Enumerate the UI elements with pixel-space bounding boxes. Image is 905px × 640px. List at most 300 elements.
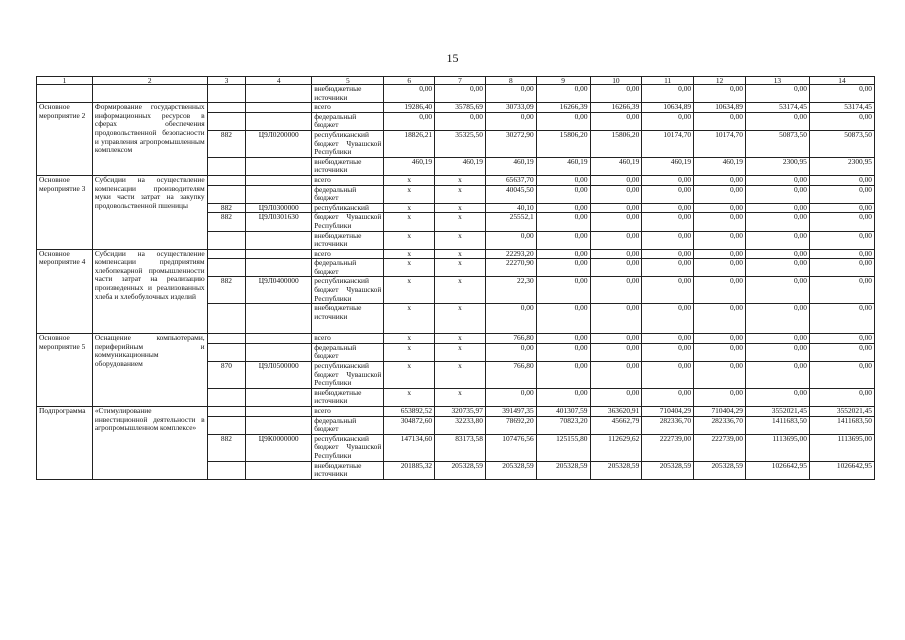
budget-classification-code: [246, 259, 312, 277]
amount-cell: х: [435, 249, 486, 259]
amount-cell: 0,00: [590, 249, 642, 259]
amount-cell: 0,00: [590, 112, 642, 130]
amount-cell: 0,00: [485, 112, 536, 130]
funding-source: всего: [312, 407, 384, 417]
amount-cell: 2300,95: [809, 157, 874, 175]
budget-classification-code: Ц9К0000000: [246, 434, 312, 461]
funding-source: республиканский бюджет Чувашской Республики: [312, 130, 384, 157]
grbs-code: 882: [207, 213, 246, 231]
amount-cell: 15806,20: [536, 130, 590, 157]
amount-cell: 0,00: [809, 213, 874, 231]
amount-cell: 0,00: [745, 231, 809, 249]
measure-description: Формирование государственных информационных ресурсов в сферах обеспечения продовольственной безопасности и управления агропромышленным комплексом: [92, 103, 207, 176]
amount-cell: х: [384, 249, 435, 259]
amount-cell: х: [384, 203, 435, 213]
amount-cell: 205328,59: [590, 461, 642, 479]
table-row: [37, 407, 875, 417]
amount-cell: 0,00: [694, 334, 746, 344]
measure-description: [92, 85, 207, 103]
grbs-code: [207, 231, 246, 249]
amount-cell: х: [384, 362, 435, 389]
funding-source: федеральный бюджет: [312, 259, 384, 277]
column-header: 5: [312, 77, 384, 85]
measure-title: Основное мероприятие 3: [37, 175, 93, 249]
amount-cell: 0,00: [809, 362, 874, 389]
grbs-code: [207, 185, 246, 203]
amount-cell: 107476,56: [485, 434, 536, 461]
amount-cell: 0,00: [536, 203, 590, 213]
amount-cell: 0,00: [745, 249, 809, 259]
budget-classification-code: [246, 112, 312, 130]
amount-cell: 205328,59: [485, 461, 536, 479]
budget-table: [36, 76, 875, 480]
amount-cell: х: [435, 259, 486, 277]
funding-source: внебюджетные источники: [312, 85, 384, 103]
amount-cell: 0,00: [485, 304, 536, 334]
amount-cell: 0,00: [694, 85, 746, 103]
funding-source: всего: [312, 249, 384, 259]
amount-cell: 222739,00: [694, 434, 746, 461]
amount-cell: 22293,20: [485, 249, 536, 259]
amount-cell: 460,19: [590, 157, 642, 175]
amount-cell: 0,00: [809, 388, 874, 406]
amount-cell: 0,00: [809, 175, 874, 185]
amount-cell: 0,00: [590, 203, 642, 213]
amount-cell: 0,00: [745, 175, 809, 185]
table-row: [37, 249, 875, 259]
amount-cell: 1113695,00: [745, 434, 809, 461]
amount-cell: 0,00: [642, 343, 694, 361]
budget-classification-code: [246, 343, 312, 361]
amount-cell: 0,00: [809, 185, 874, 203]
amount-cell: 30733,09: [485, 103, 536, 113]
amount-cell: 0,00: [809, 259, 874, 277]
amount-cell: 70823,20: [536, 416, 590, 434]
grbs-code: [207, 334, 246, 344]
amount-cell: х: [435, 203, 486, 213]
funding-source: внебюджетные источники: [312, 304, 384, 334]
amount-cell: 0,00: [809, 231, 874, 249]
amount-cell: 710404,29: [642, 407, 694, 417]
measure-description: Субсидии на осуществление компенсации производителям муки части затрат на закупку продовольственной пшеницы: [92, 175, 207, 249]
funding-source: внебюджетные источники: [312, 231, 384, 249]
grbs-code: [207, 304, 246, 334]
amount-cell: 0,00: [642, 231, 694, 249]
budget-classification-code: [246, 304, 312, 334]
grbs-code: [207, 416, 246, 434]
amount-cell: 0,00: [809, 249, 874, 259]
amount-cell: 22270,90: [485, 259, 536, 277]
budget-classification-code: [246, 103, 312, 113]
amount-cell: 0,00: [809, 85, 874, 103]
amount-cell: х: [384, 388, 435, 406]
amount-cell: 25552,1: [485, 213, 536, 231]
measure-title: Основное мероприятие 5: [37, 334, 93, 407]
grbs-code: [207, 175, 246, 185]
amount-cell: 0,00: [536, 175, 590, 185]
amount-cell: 0,00: [536, 388, 590, 406]
budget-classification-code: [246, 461, 312, 479]
amount-cell: 460,19: [435, 157, 486, 175]
grbs-code: [207, 461, 246, 479]
amount-cell: 766,80: [485, 334, 536, 344]
amount-cell: 460,19: [485, 157, 536, 175]
budget-classification-code: [246, 334, 312, 344]
grbs-code: [207, 388, 246, 406]
amount-cell: 0,00: [536, 231, 590, 249]
amount-cell: 0,00: [384, 85, 435, 103]
amount-cell: 0,00: [745, 388, 809, 406]
amount-cell: х: [435, 362, 486, 389]
budget-classification-code: [246, 85, 312, 103]
amount-cell: 2300,95: [745, 157, 809, 175]
amount-cell: 0,00: [694, 277, 746, 304]
budget-classification-code: [246, 231, 312, 249]
amount-cell: 0,00: [642, 277, 694, 304]
amount-cell: 0,00: [694, 185, 746, 203]
amount-cell: 40,10: [485, 203, 536, 213]
amount-cell: 320735,97: [435, 407, 486, 417]
amount-cell: 460,19: [536, 157, 590, 175]
amount-cell: 460,19: [384, 157, 435, 175]
funding-source: республиканский бюджет Чувашской Республики: [312, 277, 384, 304]
amount-cell: 0,00: [642, 259, 694, 277]
header-row: [37, 77, 875, 85]
amount-cell: х: [384, 231, 435, 249]
amount-cell: 16266,39: [536, 103, 590, 113]
amount-cell: х: [435, 343, 486, 361]
amount-cell: 0,00: [809, 304, 874, 334]
amount-cell: 16266,39: [590, 103, 642, 113]
funding-source: всего: [312, 334, 384, 344]
amount-cell: 125155,80: [536, 434, 590, 461]
amount-cell: 460,19: [694, 157, 746, 175]
measure-title: [37, 85, 93, 103]
amount-cell: 0,00: [590, 175, 642, 185]
table-body: [37, 85, 875, 480]
amount-cell: 205328,59: [642, 461, 694, 479]
amount-cell: 0,00: [590, 343, 642, 361]
amount-cell: 3552021,45: [745, 407, 809, 417]
table-row: [37, 85, 875, 103]
amount-cell: 0,00: [642, 304, 694, 334]
amount-cell: 50873,50: [809, 130, 874, 157]
grbs-code: 882: [207, 130, 246, 157]
amount-cell: 0,00: [694, 343, 746, 361]
amount-cell: 1026642,95: [745, 461, 809, 479]
budget-classification-code: Ц9Л0301630: [246, 213, 312, 231]
measure-title: Подпрограмма: [37, 407, 93, 480]
amount-cell: 0,00: [694, 213, 746, 231]
amount-cell: х: [384, 334, 435, 344]
column-header: 1: [37, 77, 93, 85]
grbs-code: [207, 407, 246, 417]
budget-classification-code: [246, 249, 312, 259]
amount-cell: 304872,60: [384, 416, 435, 434]
measure-title: Основное мероприятие 2: [37, 103, 93, 176]
amount-cell: 0,00: [809, 112, 874, 130]
column-header: 13: [745, 77, 809, 85]
amount-cell: 0,00: [590, 304, 642, 334]
column-header: 3: [207, 77, 246, 85]
amount-cell: 0,00: [485, 85, 536, 103]
amount-cell: 0,00: [384, 112, 435, 130]
amount-cell: 201885,32: [384, 461, 435, 479]
amount-cell: 205328,59: [694, 461, 746, 479]
amount-cell: х: [435, 388, 486, 406]
amount-cell: 0,00: [642, 203, 694, 213]
grbs-code: 882: [207, 277, 246, 304]
grbs-code: [207, 157, 246, 175]
amount-cell: х: [435, 185, 486, 203]
funding-source: республиканский бюджет Чувашской Республики: [312, 362, 384, 389]
amount-cell: 0,00: [536, 249, 590, 259]
amount-cell: 0,00: [809, 203, 874, 213]
column-header: 8: [485, 77, 536, 85]
amount-cell: 0,00: [694, 259, 746, 277]
amount-cell: 22,30: [485, 277, 536, 304]
amount-cell: 10634,89: [694, 103, 746, 113]
amount-cell: 32233,80: [435, 416, 486, 434]
amount-cell: 0,00: [590, 185, 642, 203]
funding-source: бюджет Чувашской Республики: [312, 213, 384, 231]
amount-cell: 0,00: [590, 334, 642, 344]
amount-cell: 0,00: [590, 85, 642, 103]
amount-cell: 40045,50: [485, 185, 536, 203]
amount-cell: 460,19: [642, 157, 694, 175]
amount-cell: 78692,20: [485, 416, 536, 434]
amount-cell: 0,00: [745, 343, 809, 361]
amount-cell: 0,00: [536, 343, 590, 361]
grbs-code: [207, 343, 246, 361]
amount-cell: 147134,60: [384, 434, 435, 461]
amount-cell: х: [435, 277, 486, 304]
funding-source: федеральный бюджет: [312, 185, 384, 203]
amount-cell: 0,00: [745, 259, 809, 277]
column-header: 11: [642, 77, 694, 85]
grbs-code: [207, 85, 246, 103]
amount-cell: 710404,29: [694, 407, 746, 417]
amount-cell: 401307,59: [536, 407, 590, 417]
amount-cell: 0,00: [809, 334, 874, 344]
amount-cell: 0,00: [694, 362, 746, 389]
amount-cell: 222739,00: [642, 434, 694, 461]
amount-cell: 0,00: [694, 249, 746, 259]
amount-cell: 0,00: [435, 112, 486, 130]
amount-cell: 0,00: [485, 388, 536, 406]
amount-cell: 30272,90: [485, 130, 536, 157]
amount-cell: 0,00: [642, 213, 694, 231]
amount-cell: 0,00: [590, 213, 642, 231]
amount-cell: 0,00: [694, 388, 746, 406]
amount-cell: 1026642,95: [809, 461, 874, 479]
amount-cell: 0,00: [745, 334, 809, 344]
amount-cell: 0,00: [694, 231, 746, 249]
amount-cell: 0,00: [745, 85, 809, 103]
column-header: 4: [246, 77, 312, 85]
amount-cell: х: [384, 304, 435, 334]
measure-description: «Стимулирование инвестиционной деятельности в агропромышленном комплексе»: [92, 407, 207, 480]
amount-cell: 1411683,50: [745, 416, 809, 434]
grbs-code: 870: [207, 362, 246, 389]
amount-cell: 391497,35: [485, 407, 536, 417]
funding-source: республиканский: [312, 203, 384, 213]
table-row: [37, 103, 875, 113]
amount-cell: 205328,59: [435, 461, 486, 479]
measure-description: Субсидии на осуществление компенсации предприятиям хлебопекарной промышленности части затрат на реализацию произведенных и реализованных хлеба и хлебобулочных изделий: [92, 249, 207, 334]
measure-title: Основное мероприятие 4: [37, 249, 93, 334]
funding-source: внебюджетные источники: [312, 461, 384, 479]
amount-cell: 0,00: [809, 277, 874, 304]
funding-source: всего: [312, 175, 384, 185]
amount-cell: 0,00: [642, 175, 694, 185]
amount-cell: 0,00: [590, 388, 642, 406]
amount-cell: 1113695,00: [809, 434, 874, 461]
amount-cell: 0,00: [485, 343, 536, 361]
amount-cell: 0,00: [745, 185, 809, 203]
amount-cell: 0,00: [642, 185, 694, 203]
budget-classification-code: [246, 388, 312, 406]
amount-cell: х: [435, 175, 486, 185]
amount-cell: 0,00: [590, 277, 642, 304]
amount-cell: 0,00: [536, 362, 590, 389]
amount-cell: 15806,20: [590, 130, 642, 157]
funding-source: внебюджетные источники: [312, 388, 384, 406]
amount-cell: 0,00: [536, 185, 590, 203]
amount-cell: 0,00: [694, 304, 746, 334]
budget-classification-code: Ц9Л0300000: [246, 203, 312, 213]
amount-cell: 0,00: [590, 259, 642, 277]
column-header: 10: [590, 77, 642, 85]
budget-classification-code: [246, 185, 312, 203]
amount-cell: 0,00: [485, 231, 536, 249]
grbs-code: [207, 112, 246, 130]
budget-classification-code: [246, 416, 312, 434]
table-row: [37, 175, 875, 185]
amount-cell: 0,00: [642, 388, 694, 406]
amount-cell: 10174,70: [694, 130, 746, 157]
funding-source: всего: [312, 103, 384, 113]
grbs-code: [207, 103, 246, 113]
amount-cell: 363620,91: [590, 407, 642, 417]
amount-cell: 10634,89: [642, 103, 694, 113]
column-header: 9: [536, 77, 590, 85]
amount-cell: 0,00: [745, 112, 809, 130]
amount-cell: 282336,70: [642, 416, 694, 434]
amount-cell: х: [384, 277, 435, 304]
column-header: 2: [92, 77, 207, 85]
budget-classification-code: [246, 175, 312, 185]
column-header: 14: [809, 77, 874, 85]
funding-source: внебюджетные источники: [312, 157, 384, 175]
budget-classification-code: Ц9Л0400000: [246, 277, 312, 304]
amount-cell: 18826,21: [384, 130, 435, 157]
budget-classification-code: [246, 157, 312, 175]
page-number: 15: [446, 51, 459, 65]
amount-cell: 205328,59: [536, 461, 590, 479]
amount-cell: 0,00: [745, 213, 809, 231]
column-header: 7: [435, 77, 486, 85]
amount-cell: 35785,69: [435, 103, 486, 113]
measure-description: Оснащение компьютерами, периферийным и коммуникационным оборудованием: [92, 334, 207, 407]
funding-source: федеральный бюджет: [312, 112, 384, 130]
amount-cell: 0,00: [590, 362, 642, 389]
amount-cell: 0,00: [536, 334, 590, 344]
amount-cell: 0,00: [590, 231, 642, 249]
amount-cell: 83173,58: [435, 434, 486, 461]
grbs-code: [207, 249, 246, 259]
table-row: [37, 334, 875, 344]
amount-cell: х: [435, 231, 486, 249]
amount-cell: 0,00: [536, 85, 590, 103]
grbs-code: 882: [207, 203, 246, 213]
funding-source: федеральный бюджет: [312, 416, 384, 434]
amount-cell: 0,00: [642, 85, 694, 103]
amount-cell: 65637,70: [485, 175, 536, 185]
budget-classification-code: Ц9Л0200000: [246, 130, 312, 157]
amount-cell: 0,00: [642, 112, 694, 130]
amount-cell: 0,00: [745, 362, 809, 389]
amount-cell: х: [384, 259, 435, 277]
amount-cell: 282336,70: [694, 416, 746, 434]
amount-cell: 0,00: [745, 304, 809, 334]
column-header: 6: [384, 77, 435, 85]
amount-cell: 0,00: [745, 277, 809, 304]
amount-cell: 35325,50: [435, 130, 486, 157]
amount-cell: х: [384, 343, 435, 361]
amount-cell: 653892,52: [384, 407, 435, 417]
budget-classification-code: [246, 407, 312, 417]
amount-cell: 10174,70: [642, 130, 694, 157]
funding-source: республиканский бюджет Чувашской Республики: [312, 434, 384, 461]
amount-cell: 1411683,50: [809, 416, 874, 434]
amount-cell: 19286,40: [384, 103, 435, 113]
amount-cell: 0,00: [809, 343, 874, 361]
amount-cell: 3552021,45: [809, 407, 874, 417]
amount-cell: 0,00: [694, 203, 746, 213]
amount-cell: х: [384, 185, 435, 203]
amount-cell: 766,80: [485, 362, 536, 389]
amount-cell: 50873,50: [745, 130, 809, 157]
amount-cell: 0,00: [642, 362, 694, 389]
amount-cell: 53174,45: [745, 103, 809, 113]
amount-cell: 0,00: [536, 213, 590, 231]
amount-cell: х: [435, 304, 486, 334]
amount-cell: 0,00: [694, 175, 746, 185]
grbs-code: 882: [207, 434, 246, 461]
budget-classification-code: Ц9Л0500000: [246, 362, 312, 389]
funding-source: федеральный бюджет: [312, 343, 384, 361]
amount-cell: 0,00: [536, 112, 590, 130]
amount-cell: 112629,62: [590, 434, 642, 461]
amount-cell: 0,00: [745, 203, 809, 213]
amount-cell: х: [435, 213, 486, 231]
grbs-code: [207, 259, 246, 277]
amount-cell: 0,00: [694, 112, 746, 130]
amount-cell: 0,00: [642, 249, 694, 259]
amount-cell: х: [384, 213, 435, 231]
amount-cell: 0,00: [536, 304, 590, 334]
amount-cell: 0,00: [435, 85, 486, 103]
amount-cell: х: [435, 334, 486, 344]
amount-cell: х: [384, 175, 435, 185]
amount-cell: 0,00: [642, 334, 694, 344]
amount-cell: 45662,79: [590, 416, 642, 434]
amount-cell: 0,00: [536, 277, 590, 304]
amount-cell: 0,00: [536, 259, 590, 277]
column-header: 12: [694, 77, 746, 85]
amount-cell: 53174,45: [809, 103, 874, 113]
